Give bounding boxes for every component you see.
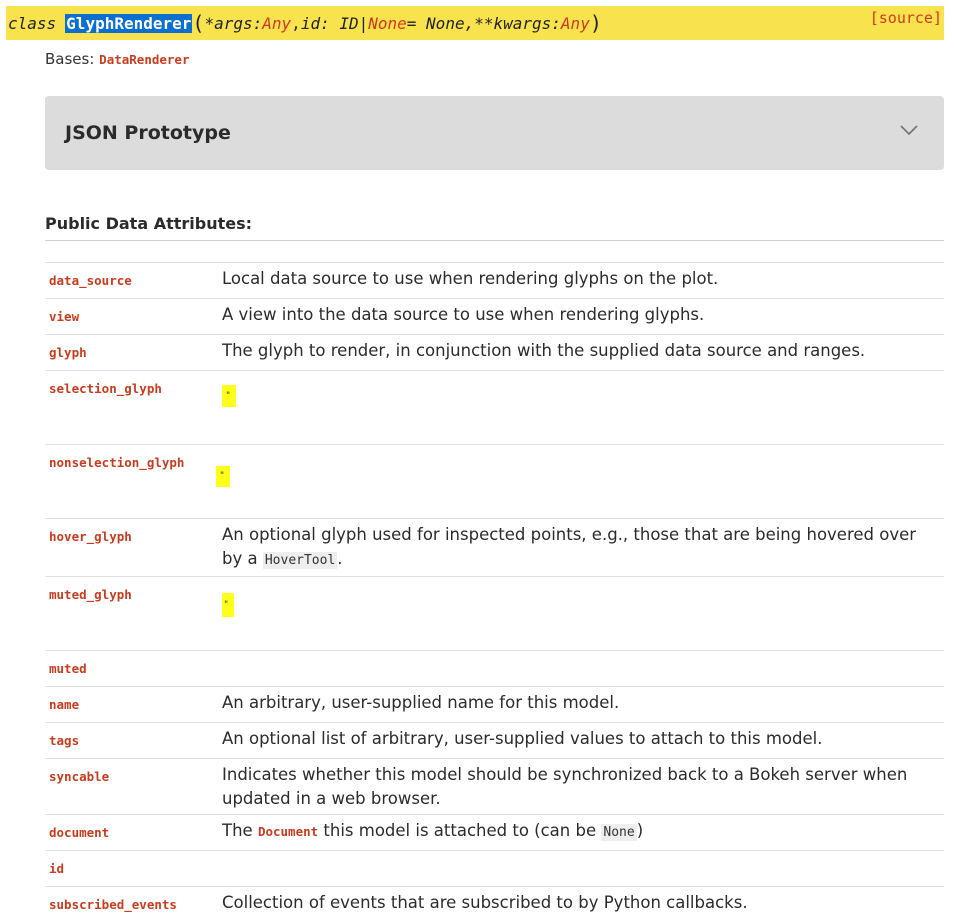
- attr-description: An optional list of arbitrary, user-supplied values to attach to this model.: [222, 723, 944, 759]
- attr-description: A view into the data source to use when rendering glyphs.: [222, 299, 944, 335]
- attr-description: The Document this model is attached to (can be None ): [222, 815, 944, 851]
- class-keyword: class: [8, 14, 56, 33]
- attr-description: Collection of events that are subscribed to by Python callbacks.: [222, 887, 944, 922]
- param-id-default: = None,: [407, 14, 474, 33]
- table-row: [45, 887, 944, 922]
- table-row: [45, 577, 944, 651]
- bases-line: [45, 50, 189, 68]
- table-row: [45, 651, 944, 687]
- open-paren: (: [192, 11, 204, 35]
- table-row: [45, 687, 944, 723]
- table-row: [45, 723, 944, 759]
- highlighted-quote: ": [222, 593, 234, 617]
- param-id-type: None: [368, 14, 407, 33]
- accordion-title: JSON Prototype: [65, 122, 231, 144]
- param-args-type: Any: [262, 14, 291, 33]
- table-row: [45, 371, 944, 445]
- highlighted-quote: ": [216, 466, 230, 487]
- param-kwargs: **kwargs: [474, 14, 551, 33]
- attr-name-link[interactable]: nonselection_glyph: [49, 455, 184, 470]
- attr-name-link[interactable]: glyph: [49, 345, 87, 360]
- document-class-link[interactable]: Document: [258, 824, 318, 839]
- table-row: [45, 299, 944, 335]
- param-kwargs-type: Any: [561, 14, 590, 33]
- attr-name-link[interactable]: selection_glyph: [49, 381, 162, 396]
- attr-name-link[interactable]: subscribed_events: [49, 897, 177, 912]
- attr-name-link[interactable]: id: [49, 861, 64, 876]
- attr-name-link[interactable]: tags: [49, 733, 79, 748]
- highlighted-quote: ": [222, 385, 236, 407]
- source-link[interactable]: [source]: [870, 9, 942, 27]
- attr-description: [222, 851, 944, 887]
- table-row: [45, 815, 944, 851]
- table-row: [45, 445, 944, 519]
- chevron-down-icon[interactable]: [900, 124, 918, 136]
- class-name[interactable]: GlyphRenderer: [65, 14, 192, 33]
- inline-code: None: [601, 824, 636, 841]
- base-class-link[interactable]: DataRenderer: [99, 52, 189, 67]
- attr-name-link[interactable]: syncable: [49, 769, 109, 784]
- attr-name-link[interactable]: muted: [49, 661, 87, 676]
- section-heading: Public Data Attributes:: [45, 214, 252, 233]
- attr-description: An optional glyph used for inspected points, e.g., those that are being hovered over by a HoverTool .: [222, 519, 944, 577]
- attr-name-link[interactable]: hover_glyph: [49, 529, 132, 544]
- attr-name-link[interactable]: document: [49, 825, 109, 840]
- param-args: *args: [204, 14, 252, 33]
- table-row: [45, 335, 944, 371]
- table-row: [45, 851, 944, 887]
- attr-description: Indicates whether this model should be synchronized back to a Bokeh server when updated in a web browser.: [222, 759, 944, 815]
- attr-name-link[interactable]: data_source: [49, 273, 132, 288]
- section-divider: [45, 240, 944, 241]
- inline-code: HoverTool: [263, 552, 337, 569]
- attr-description: Local data source to use when rendering glyphs on the plot.: [222, 263, 944, 299]
- class-signature: class GlyphRenderer ( *args : Any , id: ID | None = None, **kwargs : Any ) [source]: [6, 6, 944, 40]
- attr-name-link[interactable]: name: [49, 697, 79, 712]
- table-row: [45, 263, 944, 299]
- attr-description: An arbitrary, user-supplied name for this model.: [222, 687, 944, 723]
- attr-description: [222, 651, 944, 687]
- attr-description: The glyph to render, in conjunction with the supplied data source and ranges.: [222, 335, 944, 371]
- param-id: id: ID: [301, 14, 359, 33]
- bases-label: Bases:: [45, 50, 99, 68]
- attr-name-link[interactable]: view: [49, 309, 79, 324]
- table-row: [45, 759, 944, 815]
- table-row: [45, 519, 944, 577]
- close-paren: ): [590, 11, 602, 35]
- json-prototype-accordion[interactable]: [45, 96, 944, 170]
- attributes-table: [45, 262, 944, 922]
- attr-name-link[interactable]: muted_glyph: [49, 587, 132, 602]
